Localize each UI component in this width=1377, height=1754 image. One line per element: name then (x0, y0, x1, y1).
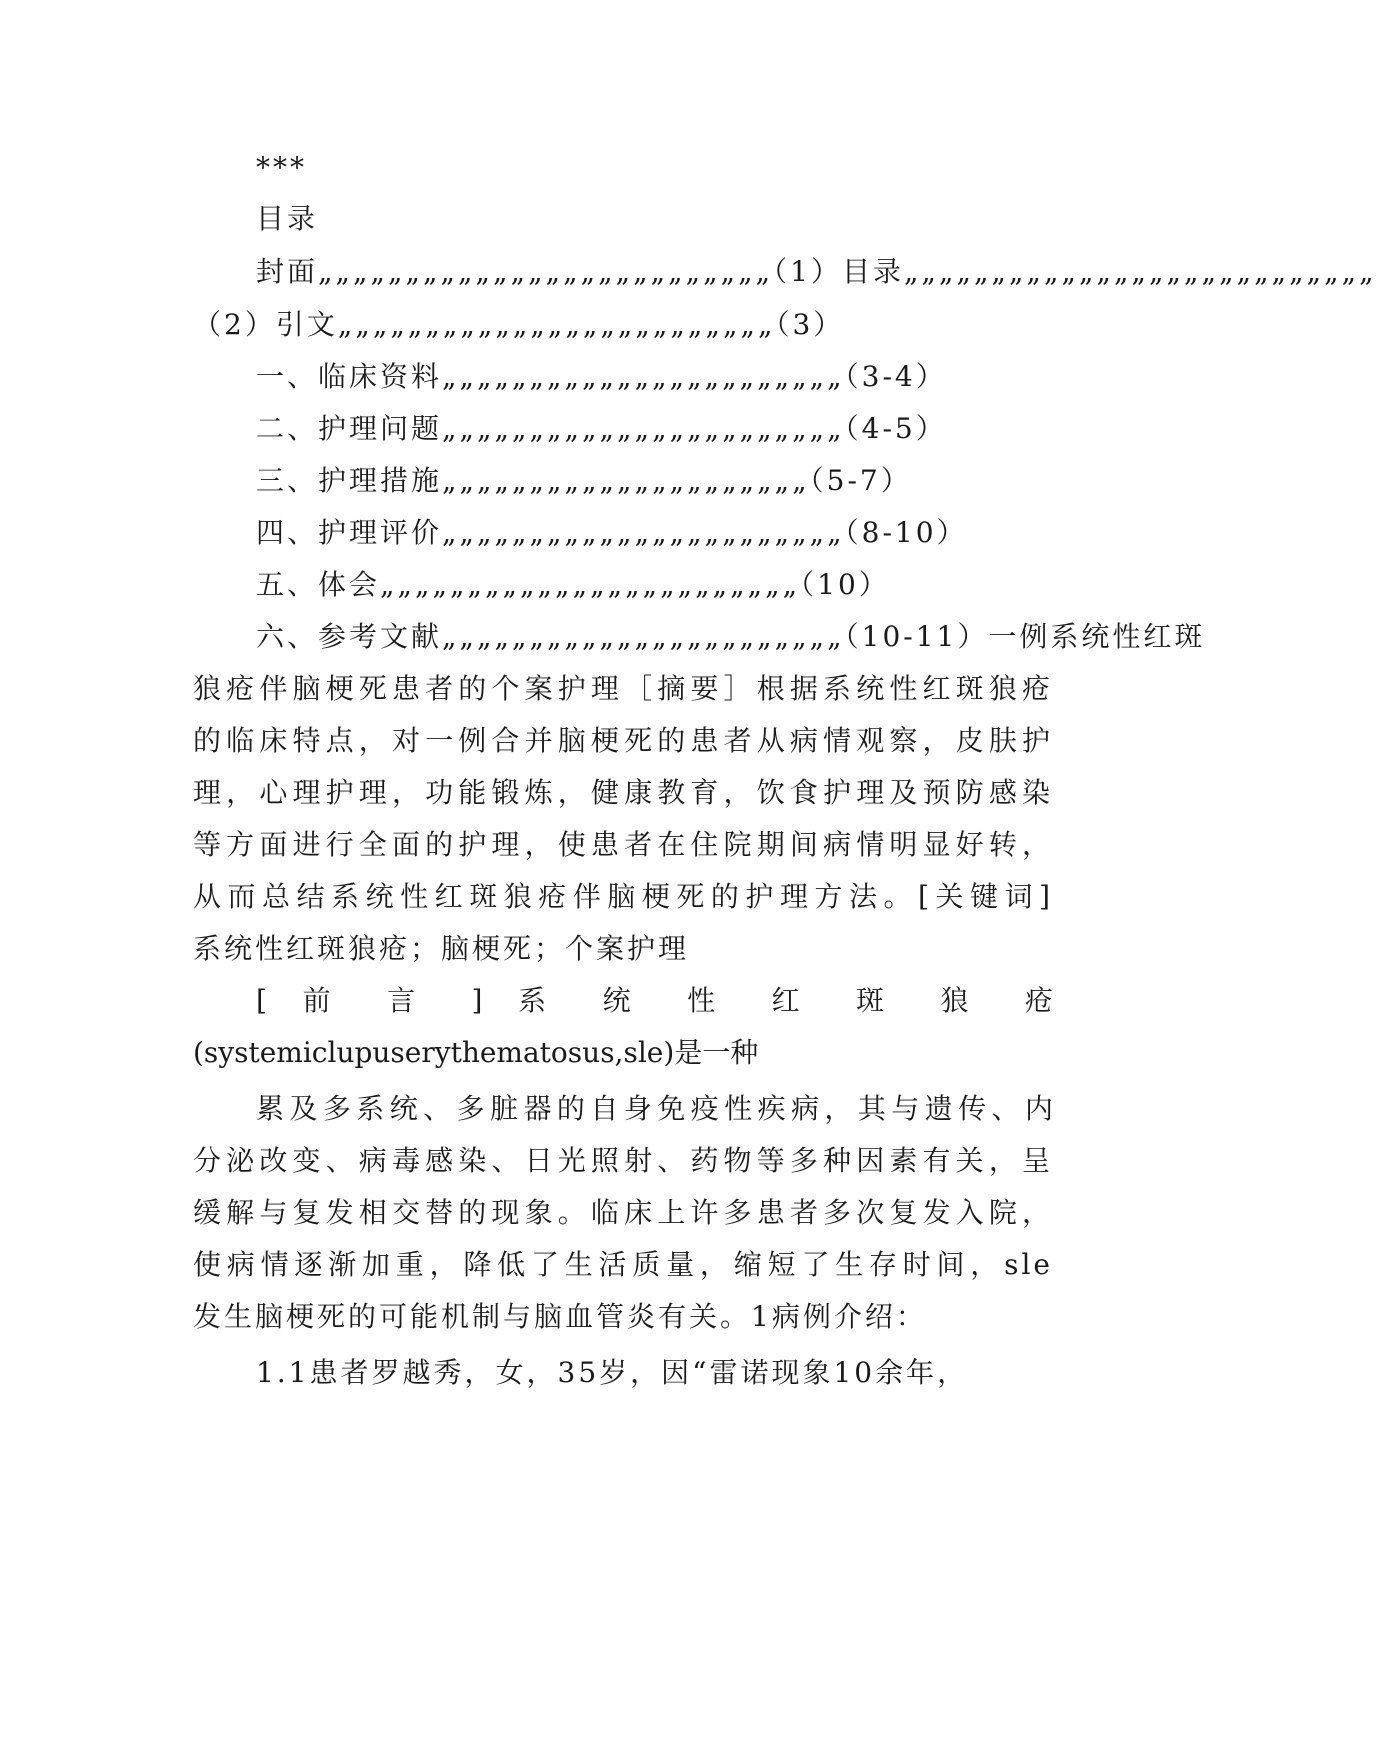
toc-line-clinical: 一、临床资料„„„„„„„„„„„„„„„„„„„„„„„（3-4） (256, 360, 947, 393)
abstract-line: 的临床特点，对一例合并脑梗死的患者从病情观察，皮肤护 (193, 724, 1053, 757)
keywords-line: 系统性红斑狼疮；脑梗死；个案护理 (193, 932, 690, 965)
toc-line-problems: 二、护理问题„„„„„„„„„„„„„„„„„„„„„„„（4-5） (256, 412, 947, 445)
toc-line-cover: 封面„„„„„„„„„„„„„„„„„„„„„„„„„„（1）目录„„„„„„„„„„„„„„„„„„„„„„„„„„„ (256, 255, 1377, 288)
abstract-line: 狼疮伴脑梗死患者的个案护理［摘要］根据系统性红斑狼疮 (193, 672, 1053, 705)
preface-line: (systemiclupuserythematosus,sle)是一种 (193, 1036, 759, 1069)
case-line: 1.1患者罗越秀，女，35岁，因“雷诺现象10余年， (256, 1356, 969, 1389)
abstract-line: 等方面进行全面的护理，使患者在住院期间病情明显好转， (193, 828, 1053, 861)
body-line: 缓解与复发相交替的现象。临床上许多患者多次复发入院， (193, 1196, 1053, 1229)
toc-line-evaluation: 四、护理评价„„„„„„„„„„„„„„„„„„„„„„„（8-10） (256, 516, 968, 549)
body-line: 累及多系统、多脏器的自身免疫性疾病，其与遗传、内 (256, 1092, 1056, 1125)
toc-heading: 目录 (256, 202, 319, 235)
body-line: 分泌改变、病毒感染、日光照射、药物等多种因素有关，呈 (193, 1144, 1053, 1177)
toc-line-measures: 三、护理措施„„„„„„„„„„„„„„„„„„„„„（5-7） (256, 464, 912, 497)
preface-line: [ 前 言 ] 系 统 性 红 斑 狼 疮 (256, 984, 1056, 1017)
stars-line: *** (256, 151, 307, 184)
abstract-line: 理，心理护理，功能锻炼，健康教育，饮食护理及预防感染 (193, 776, 1053, 809)
body-line: 发生脑梗死的可能机制与脑血管炎有关。1病例介绍： (193, 1300, 927, 1333)
toc-line-experience: 五、体会„„„„„„„„„„„„„„„„„„„„„„„„（10） (256, 568, 890, 601)
toc-line-references: 六、参考文献„„„„„„„„„„„„„„„„„„„„„„„（10-11）一例系统性红斑 (256, 620, 1206, 653)
body-line: 使病情逐渐加重，降低了生活质量，缩短了生存时间，sle (193, 1248, 1053, 1281)
abstract-line: 从而总结系统性红斑狼疮伴脑梗死的护理方法。[关键词] (193, 880, 1053, 913)
toc-line-intro: （2）引文„„„„„„„„„„„„„„„„„„„„„„„„„（3） (193, 308, 845, 341)
